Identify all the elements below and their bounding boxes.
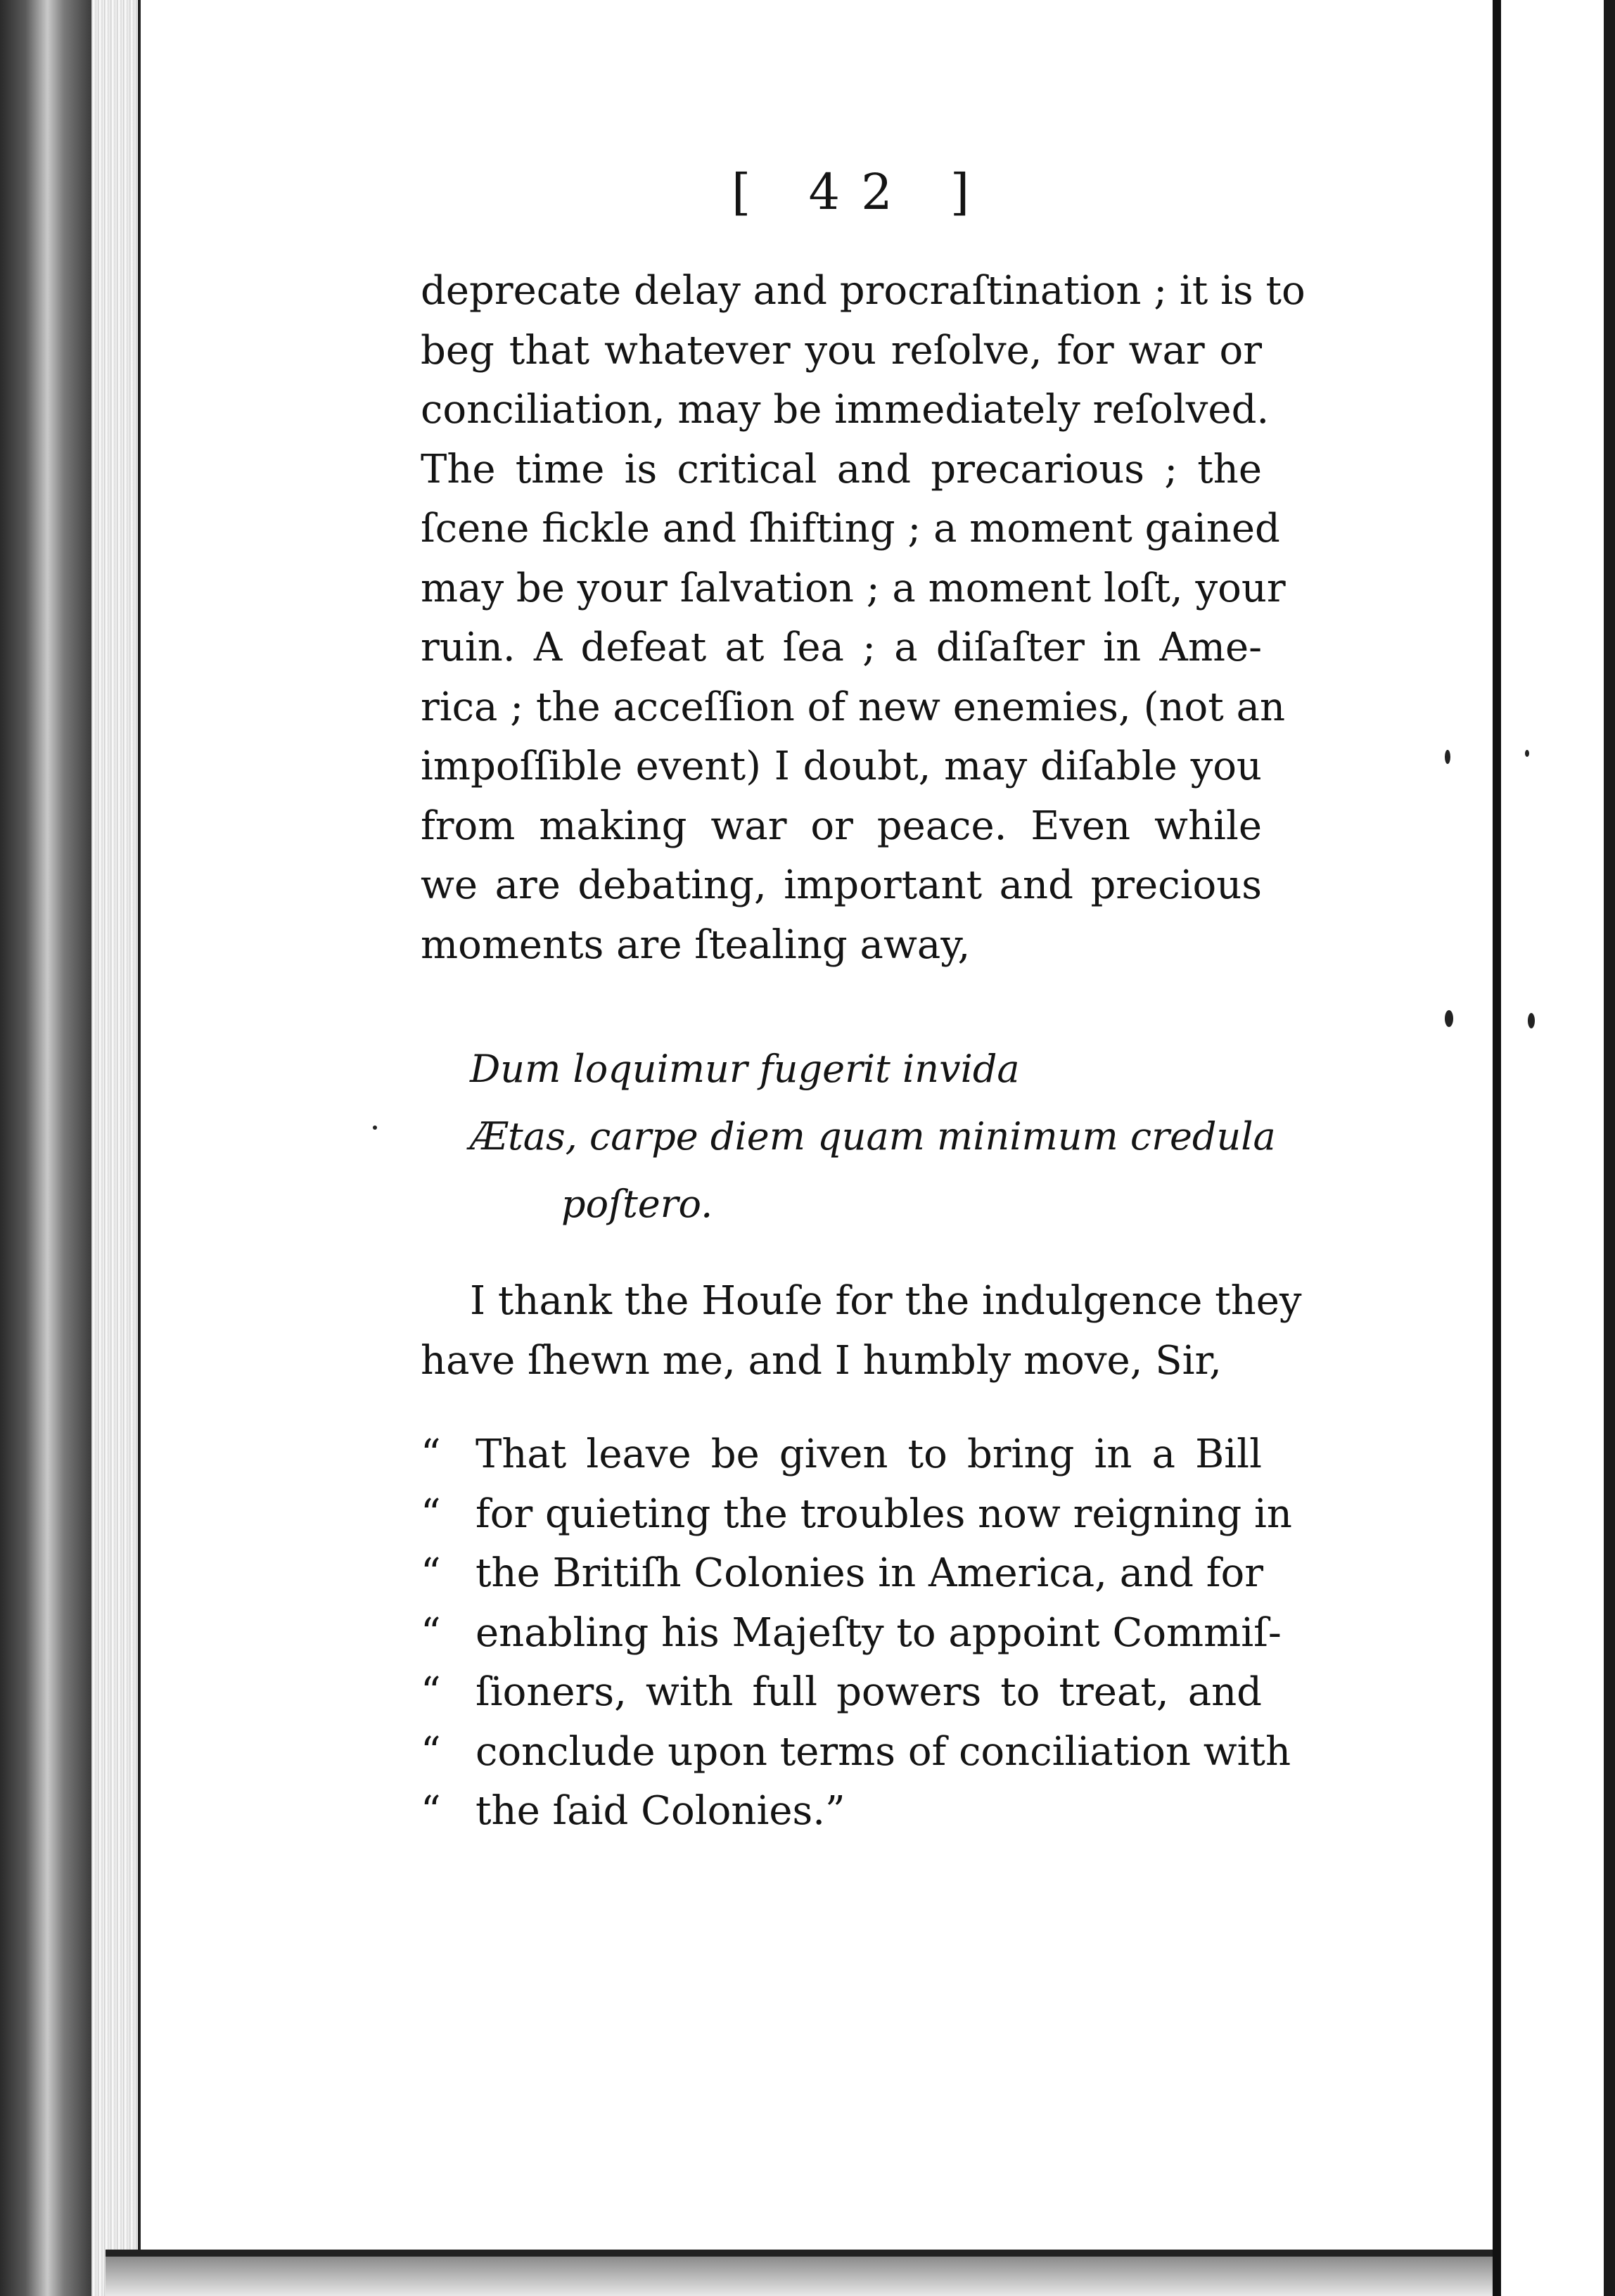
motion-line	[421, 1425, 1262, 1485]
motion-text: enabling his Majeſty to appoint Commiſ-	[475, 1609, 1282, 1656]
text-line: rica ; the acceſſion of new enemies, (not an	[421, 684, 1286, 730]
scan-right-edge	[1604, 0, 1615, 2296]
quote-mark: “	[421, 1728, 441, 1775]
motion-line	[421, 1485, 1292, 1545]
quote-mark: “	[421, 1788, 441, 1834]
text-line: The time is critical and precarious ; the	[421, 446, 1262, 492]
text-line: deprecate delay and procraſtination ; it is to	[421, 268, 1306, 314]
motion-line	[421, 1782, 1262, 1842]
text-line: have ſhewn me, and I humbly move, Sir,	[421, 1337, 1222, 1384]
ink-speck	[1525, 750, 1529, 757]
text-line: from making war or peace. Even while	[421, 803, 1262, 849]
page-right-border	[1493, 0, 1501, 2296]
ink-speck	[373, 1125, 377, 1130]
motion-line	[421, 1544, 1262, 1604]
ink-speck	[1445, 1010, 1453, 1027]
text-line: ruin. A defeat at ſea ; a diſaſter in Ame-	[421, 625, 1262, 670]
page-bottom-border	[106, 2250, 1493, 2257]
closing-paragraph	[421, 1272, 1302, 1391]
motion-line	[421, 1604, 1282, 1664]
quote-mark: “	[421, 1550, 441, 1596]
text-line: ſcene fickle and ſhifting ; a moment gained	[421, 506, 1280, 551]
motion-text: conclude upon terms of conciliation with	[475, 1728, 1291, 1775]
text-line: I thank the Houſe for the indulgence they	[470, 1278, 1302, 1324]
motion-text: the Britiſh Colonies in America, and for	[475, 1550, 1263, 1596]
text-line: may be your ſalvation ; a moment loſt, your	[421, 565, 1286, 611]
motion-text: for quieting the troubles now reigning in	[475, 1491, 1292, 1537]
motion-line	[421, 1663, 1262, 1723]
page-number: [ 42 ]	[732, 163, 991, 221]
body-paragraph	[421, 262, 1306, 975]
book-spine-edge	[0, 0, 91, 2296]
text-line: moments are ſtealing away,	[421, 921, 971, 968]
text-line: impoſſible event) I doubt, may diſable you	[421, 744, 1262, 789]
motion-text: the ſaid Colonies.”	[475, 1788, 845, 1834]
text-line: conciliation, may be immediately reſolved.	[421, 387, 1270, 433]
ink-speck	[1528, 1013, 1535, 1028]
verse-line: Dum loquimur fugerit invida	[470, 1047, 1020, 1091]
motion-line	[421, 1723, 1291, 1782]
quote-mark: “	[421, 1431, 441, 1477]
page-left-border	[138, 0, 141, 2296]
text-line: we are debating, important and precious	[421, 862, 1262, 908]
latin-quotation	[470, 1035, 1276, 1238]
motion-text: That leave be given to bring in a Bill	[475, 1431, 1262, 1477]
page-edges	[91, 0, 141, 2296]
bottom-shadow	[106, 2257, 1493, 2296]
motion-text: ſioners, with full powers to treat, and	[475, 1669, 1262, 1715]
motion-quotation	[421, 1425, 1292, 1842]
verse-line: Ætas, carpe diem quam minimum credula	[470, 1114, 1276, 1159]
text-line: beg that whatever you reſolve, for war or	[421, 327, 1262, 374]
right-margin	[1501, 0, 1615, 2296]
quote-mark: “	[421, 1669, 441, 1715]
quote-mark: “	[421, 1609, 441, 1656]
verse-line: poſtero.	[561, 1182, 713, 1226]
ink-speck	[1445, 750, 1450, 764]
quote-mark: “	[421, 1491, 441, 1537]
